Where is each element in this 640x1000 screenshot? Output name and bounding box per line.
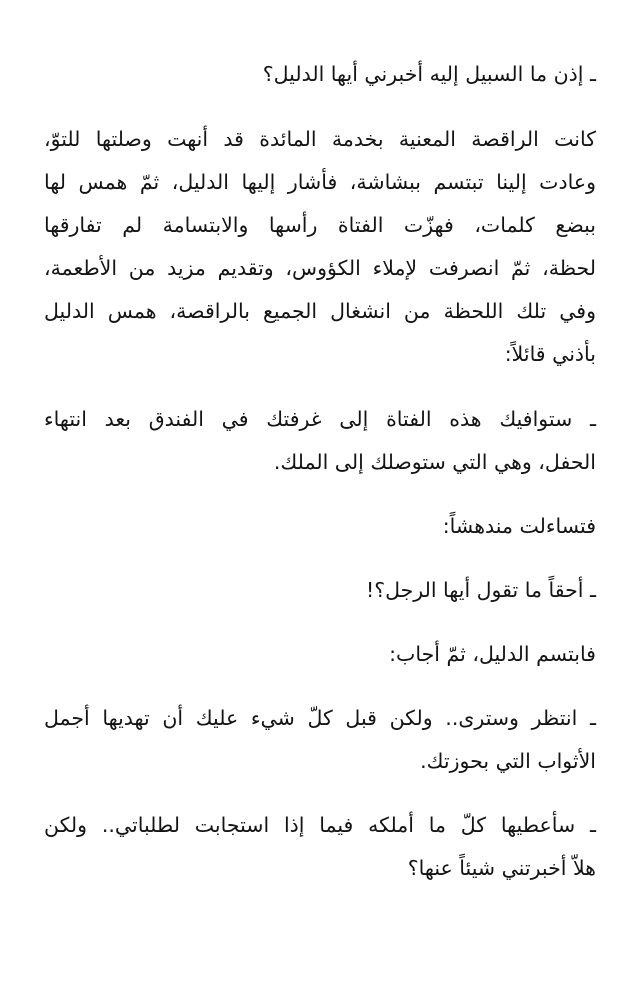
paragraph-line-6: بأذني قائلاً:: [504, 342, 596, 366]
dialogue-line-8: هلاّ أخبرتني شيئاً عنها؟: [407, 856, 596, 880]
paragraph-line-4: لحظة، ثمّ انصرفت لإملاء الكؤوس، وتقديم مزيد من الأطعمة،: [44, 256, 596, 280]
dialogue-line-2: ـ ستوافيك هذه الفتاة إلى غرفتك في الفندق بعد انتهاء: [44, 407, 596, 431]
dialogue-line-5: ـ انتظر وسترى.. ولكن قبل كلّ شيء عليك أن تهديها أجمل: [44, 706, 596, 730]
dialogue-line-4: ـ أحقاً ما تقول أيها الرجل؟!: [365, 578, 596, 602]
paragraph-line-1: كانت الراقصة المعنية بخدمة المائدة قد أنهت وصلتها للتوّ،: [44, 127, 596, 151]
paragraph-line-5: وفي تلك اللحظة من انشغال الجميع بالراقصة، همس الدليل: [44, 299, 596, 323]
dialogue-line-7: ـ سأعطيها كلّ ما أملكه فيما إذا استجابت لطلباتي.. ولكن: [44, 813, 596, 837]
narration-line-2: فابتسم الدليل، ثمّ أجاب:: [389, 642, 596, 666]
paragraph-line-2: وعادت إلينا تبتسم ببشاشة، فأشار إليها الدليل، ثمّ همس لها: [44, 170, 596, 194]
dialogue-line-6: الأثواب التي بحوزتك.: [420, 749, 596, 773]
narration-line-1: فتساءلت مندهشاً:: [442, 514, 596, 538]
dialogue-line-1: ـ إذن ما السبيل إليه أخبرني أيها الدليل؟: [262, 62, 596, 86]
paragraph-line-3: ببضع كلمات، فهزّت الفتاة رأسها والابتسامة لم تفارقها: [44, 213, 596, 237]
dialogue-line-3: الحفل، وهي التي ستوصلك إلى الملك.: [273, 450, 596, 474]
